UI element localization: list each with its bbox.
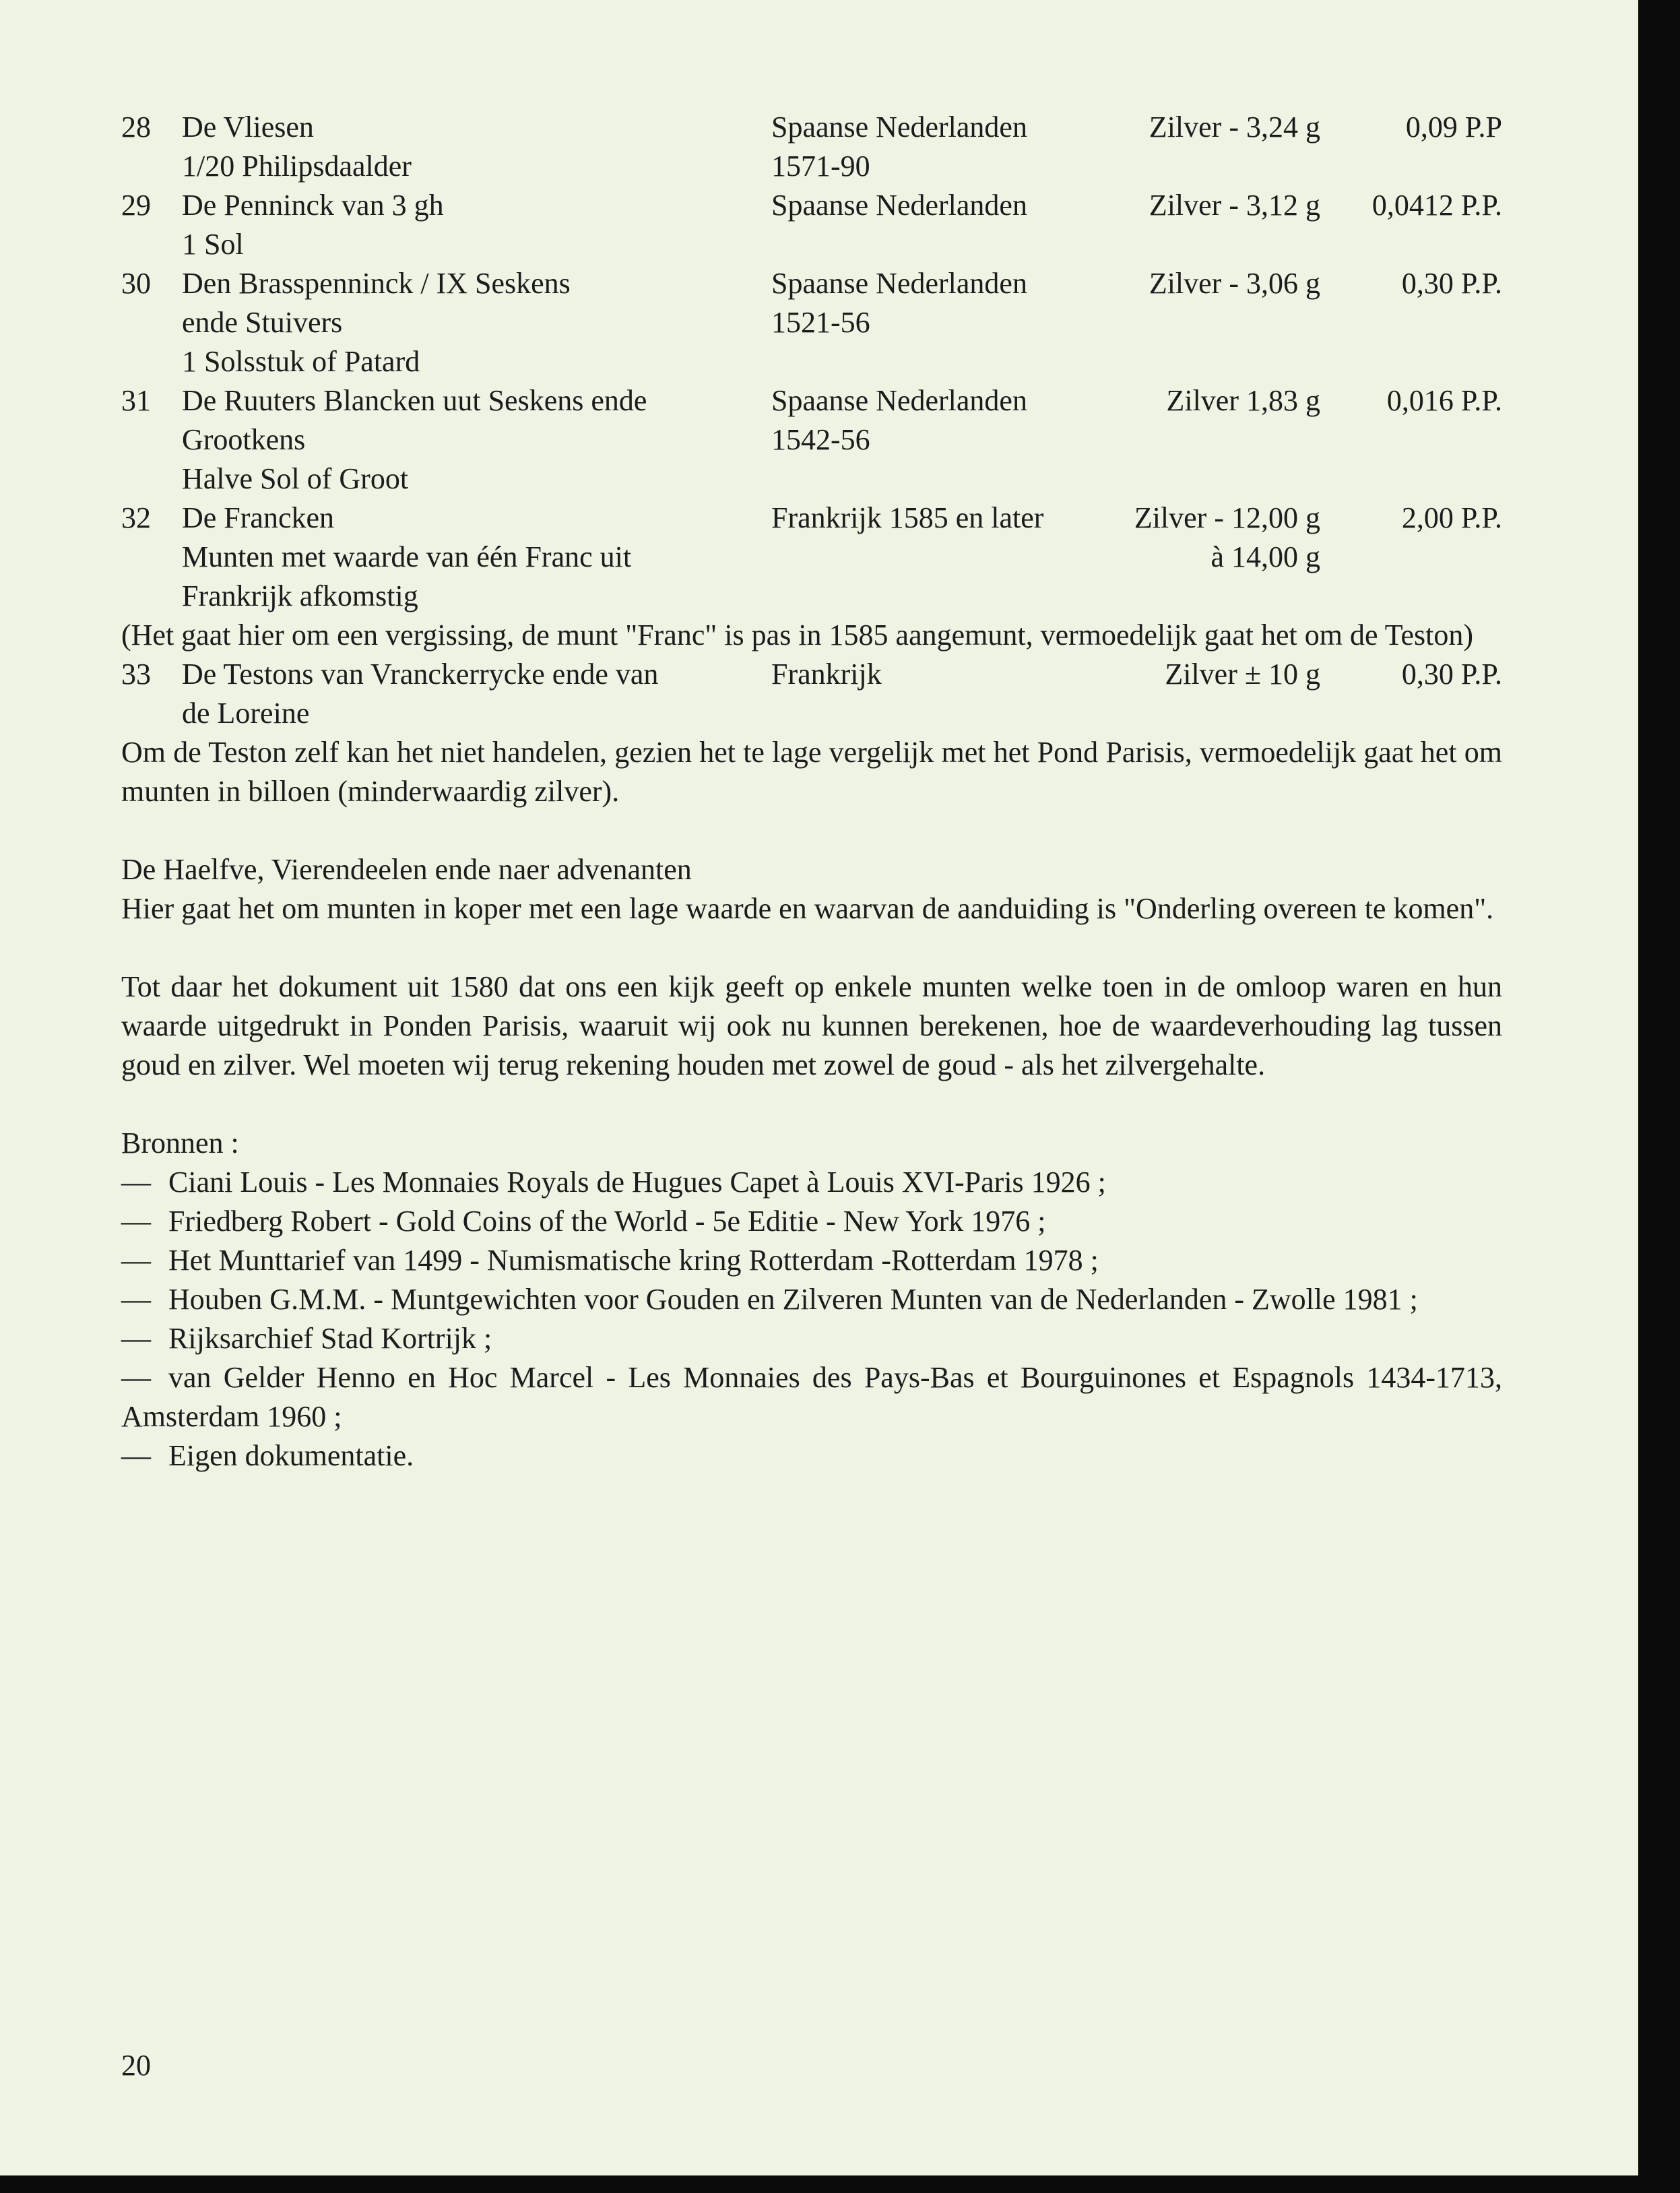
- coin-name: De Ruuters Blancken uut Seskens ende: [182, 384, 647, 417]
- source-item: [121, 1202, 1502, 1241]
- coin-name: ende Stuivers: [182, 306, 343, 339]
- coin-value: 0,0412 P.P.: [1371, 189, 1502, 222]
- coin-number: 33: [121, 658, 151, 691]
- coin-name: Den Brasspenninck / IX Seskens: [182, 267, 571, 300]
- coin-name: 1 Sol: [182, 228, 244, 261]
- coin-name: De Francken: [182, 501, 335, 534]
- coin-name: Grootkens: [182, 423, 306, 456]
- coin-number: 32: [121, 501, 151, 534]
- coin-origin: Spaanse Nederlanden: [771, 384, 1027, 417]
- coin-origin: 1542-56: [771, 423, 870, 456]
- coin-metal-weight: Zilver - 12,00 g: [1134, 501, 1320, 534]
- coin-metal-weight: Zilver - 3,24 g: [1149, 110, 1320, 144]
- coin-line: [121, 303, 1502, 342]
- coin-line: [121, 147, 1502, 186]
- source-text: Rijksarchief Stad Kortrijk ;: [168, 1322, 492, 1355]
- coin-number: 31: [121, 384, 151, 417]
- source-item: [121, 1241, 1502, 1280]
- sources-list: [121, 1163, 1502, 1475]
- dash-bullet: —: [121, 1166, 151, 1199]
- coin-metal-weight: Zilver 1,83 g: [1166, 384, 1320, 417]
- coin-name: Frankrijk afkomstig: [182, 579, 418, 612]
- page-edge-dark-right: [1638, 0, 1680, 2193]
- coin-value: 0,30 P.P.: [1401, 658, 1502, 691]
- coin-origin: Spaanse Nederlanden: [771, 189, 1027, 222]
- coin-metal-weight: Zilver - 3,12 g: [1149, 189, 1320, 222]
- coin-metal-weight: Zilver ± 10 g: [1165, 658, 1320, 691]
- source-item: [121, 1319, 1502, 1358]
- coin-value: 0,30 P.P.: [1401, 267, 1502, 300]
- coin-name: 1 Solsstuk of Patard: [182, 345, 420, 378]
- coin-name: Halve Sol of Groot: [182, 462, 409, 495]
- source-item: [121, 1436, 1502, 1475]
- paragraph-gap: [121, 1085, 1502, 1124]
- coin-entry-30: [121, 264, 1502, 381]
- coin-origin: 1521-56: [771, 306, 870, 339]
- coin-origin: Spaanse Nederlanden: [771, 267, 1027, 300]
- coin-line: [121, 655, 1502, 694]
- coin-line: [121, 381, 1502, 420]
- page-edge-dark-bottom: [0, 2175, 1680, 2193]
- note-franc: (Het gaat hier om een vergissing, de munt "Franc" is pas in 1585 aangemunt, vermoedelijk gaat het om de Teston): [121, 618, 1474, 651]
- page-content: [121, 108, 1502, 1475]
- dash-bullet: —: [121, 1361, 151, 1394]
- paragraph-gap: [121, 928, 1502, 967]
- coin-entry-33: [121, 655, 1502, 733]
- source-item: [121, 1280, 1502, 1319]
- coin-origin: Frankrijk 1585 en later: [771, 501, 1044, 534]
- coin-name: De Penninck van 3 gh: [182, 189, 444, 222]
- source-item: [121, 1163, 1502, 1202]
- dash-bullet: —: [121, 1244, 151, 1277]
- source-text: Ciani Louis - Les Monnaies Royals de Hugues Capet à Louis XVI-Paris 1926 ;: [168, 1166, 1106, 1199]
- source-text: Eigen dokumentatie.: [168, 1439, 414, 1472]
- note-teston: Om de Teston zelf kan het niet handelen, gezien het te lage vergelijk met het Pond Parisis, vermoedelijk gaat het om munten in billoen (minderwaardig zilver).: [121, 736, 1502, 808]
- coin-origin: Frankrijk: [771, 658, 882, 691]
- coin-name: 1/20 Philipsdaalder: [182, 150, 412, 183]
- conclusion-paragraph: Tot daar het dokument uit 1580 dat ons een kijk geeft op enkele munten welke toen in de omloop waren en hun waarde uitgedrukt in Ponden Parisis, waaruit wij ook nu kunnen berekenen, hoe de waardeverhouding lag tussen goud en zilver. Wel moeten wij terug rekening houden met zowel de goud - als het zilvergehalte.: [121, 970, 1502, 1081]
- dash-bullet: —: [121, 1439, 151, 1472]
- coin-line: [121, 694, 1502, 733]
- haelfve-title: De Haelfve, Vierendeelen ende naer advenanten: [121, 853, 692, 886]
- coin-line: [121, 264, 1502, 303]
- coin-value: 2,00 P.P.: [1401, 501, 1502, 534]
- coin-number: 30: [121, 267, 151, 300]
- page-number: 20: [121, 2049, 151, 2082]
- coin-line: [121, 108, 1502, 147]
- dash-bullet: —: [121, 1322, 151, 1355]
- source-text: Houben G.M.M. - Muntgewichten voor Gouden en Zilveren Munten van de Nederlanden - Zwolle 1981 ;: [168, 1283, 1418, 1316]
- coin-metal-weight: à 14,00 g: [1210, 540, 1320, 573]
- coin-name: de Loreine: [182, 697, 310, 730]
- haelfve-text: Hier gaat het om munten in koper met een lage waarde en waarvan de aanduiding is "Onderling overeen te komen".: [121, 892, 1494, 925]
- coin-line: [121, 538, 1502, 577]
- source-text: Friedberg Robert - Gold Coins of the World - 5e Editie - New York 1976 ;: [168, 1205, 1046, 1238]
- coin-value: 0,016 P.P.: [1386, 384, 1502, 417]
- source-text: van Gelder Henno en Hoc Marcel - Les Monnaies des Pays-Bas et Bourguinones et Espagnols 1434-1713, Amsterdam 1960 ;: [121, 1361, 1502, 1433]
- coin-origin: Spaanse Nederlanden: [771, 110, 1027, 144]
- source-item: [121, 1358, 1502, 1436]
- coin-value: 0,09 P.P: [1405, 110, 1502, 144]
- coin-line: [121, 499, 1502, 538]
- coin-line: [121, 420, 1502, 459]
- coin-name: De Vliesen: [182, 110, 314, 144]
- coin-metal-weight: Zilver - 3,06 g: [1149, 267, 1320, 300]
- coin-line: [121, 186, 1502, 225]
- coin-entry-28: [121, 108, 1502, 186]
- coin-line: [121, 342, 1502, 381]
- coin-number: 29: [121, 189, 151, 222]
- coin-line: [121, 577, 1502, 616]
- coin-entry-32: [121, 499, 1502, 616]
- coin-name: Munten met waarde van één Franc uit: [182, 540, 632, 573]
- coin-name: De Testons van Vranckerrycke ende van: [182, 658, 659, 691]
- dash-bullet: —: [121, 1205, 151, 1238]
- paragraph-gap: [121, 811, 1502, 850]
- coin-line: [121, 225, 1502, 264]
- coin-origin: 1571-90: [771, 150, 870, 183]
- coin-line: [121, 459, 1502, 499]
- coin-entry-31: [121, 381, 1502, 499]
- coin-number: 28: [121, 110, 151, 144]
- dash-bullet: —: [121, 1283, 151, 1316]
- coin-entry-29: [121, 186, 1502, 264]
- source-text: Het Munttarief van 1499 - Numismatische kring Rotterdam -Rotterdam 1978 ;: [168, 1244, 1099, 1277]
- sources-heading: Bronnen :: [121, 1126, 239, 1159]
